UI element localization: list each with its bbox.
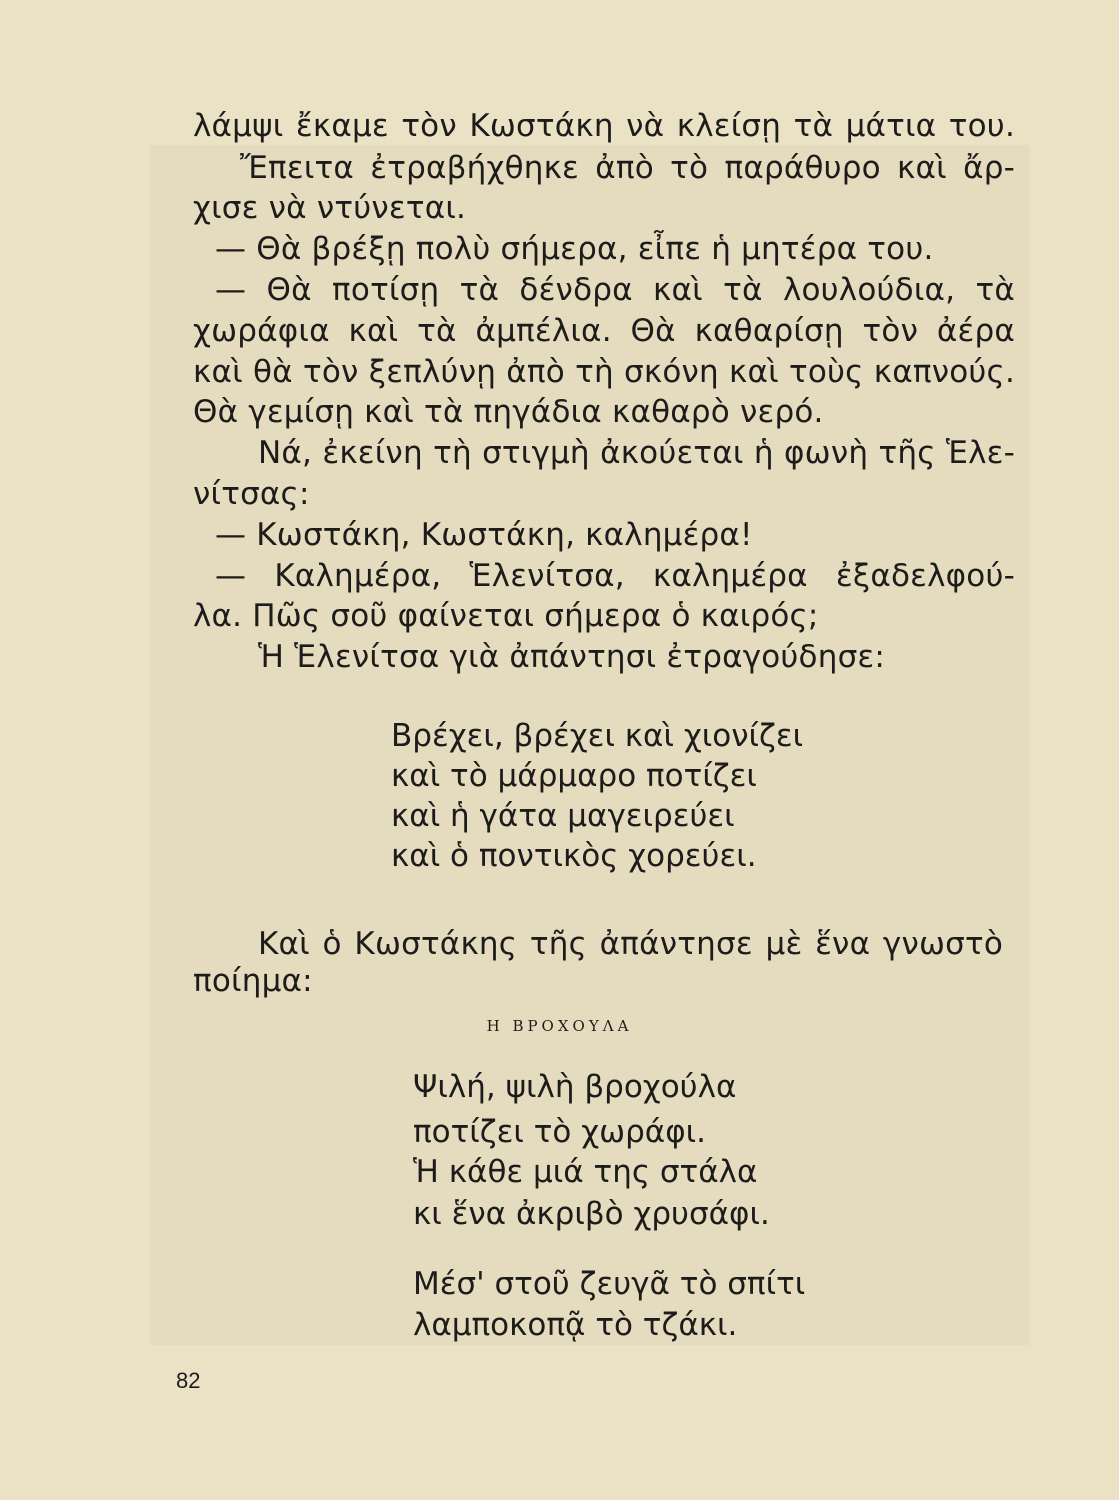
text-line-11: — Κωστάκη, Κωστάκη, καλημέρα!	[215, 517, 753, 553]
intro-line-1: Καὶ ὁ Κωστάκης τῆς ἀπάντησε μὲ ἕνα γνωστὸ	[258, 926, 1003, 962]
text-line-7: καὶ θὰ τὸν ξεπλύνῃ ἀπὸ τὴ σκόνη καὶ τοὺς καπνούς.	[193, 354, 1015, 390]
song-line-2: καὶ τὸ μάρμαρο ποτίζει	[391, 758, 757, 794]
text-line-1: λάμψι ἔκαμε τὸν Κωστάκη νὰ κλείσῃ τὰ μάτια του.	[193, 108, 1015, 144]
text-line-3: χισε νὰ ντύνεται.	[193, 190, 467, 226]
text-line-9: Νά, ἐκείνη τὴ στιγμὴ ἀκούεται ἡ φωνὴ τῆς Ἑλε-	[258, 435, 1015, 471]
page-number: 82	[176, 1368, 201, 1393]
text-line-12: — Καλημέρα, Ἑλενίτσα, καλημέρα ἐξαδελφού-	[215, 558, 1015, 594]
text-line-6: χωράφια καὶ τὰ ἀμπέλια. Θὰ καθαρίσῃ τὸν ἀέρα	[193, 313, 1015, 349]
song-line-3: καὶ ἡ γάτα μαγειρεύει	[391, 798, 735, 834]
text-line-8: Θὰ γεμίσῃ καὶ τὰ πηγάδια καθαρὸ νερό.	[193, 394, 824, 430]
poem-line-3: Ἡ κάθε μιά της στάλα	[413, 1154, 758, 1190]
poem-line-5: Μέσ' στοῦ ζευγᾶ τὸ σπίτι	[413, 1266, 806, 1302]
poem-title: Η ΒΡΟΧΟΥΛΑ	[486, 1017, 633, 1035]
intro-line-2: ποίημα:	[193, 963, 313, 999]
song-line-4: καὶ ὁ ποντικὸς χορεύει.	[391, 838, 757, 874]
text-line-10: νίτσας:	[193, 476, 310, 512]
poem-line-2: ποτίζει τὸ χωράφι.	[413, 1114, 707, 1150]
poem-line-4: κι ἕνα ἀκριβὸ χρυσάφι.	[413, 1196, 770, 1232]
text-line-14: Ἡ Ἑλενίτσα γιὰ ἀπάντησι ἐτραγούδησε:	[258, 639, 886, 675]
text-line-4: — Θὰ βρέξῃ πολὺ σήμερα, εἶπε ἡ μητέρα του.	[215, 231, 934, 267]
poem-line-1: Ψιλή, ψιλὴ βροχούλα	[413, 1069, 737, 1105]
text-line-5: — Θὰ ποτίσῃ τὰ δένδρα καὶ τὰ λουλούδια, τὰ	[215, 272, 1015, 308]
text-line-2: Ἔπειτα ἐτραβήχθηκε ἀπὸ τὸ παράθυρο καὶ ἄρ-	[240, 150, 1015, 186]
song-line-1: Βρέχει, βρέχει καὶ χιονίζει	[391, 718, 804, 754]
text-line-13: λα. Πῶς σοῦ φαίνεται σήμερα ὁ καιρός;	[193, 598, 819, 634]
poem-line-6: λαμποκοπᾷ τὸ τζάκι.	[413, 1307, 738, 1343]
